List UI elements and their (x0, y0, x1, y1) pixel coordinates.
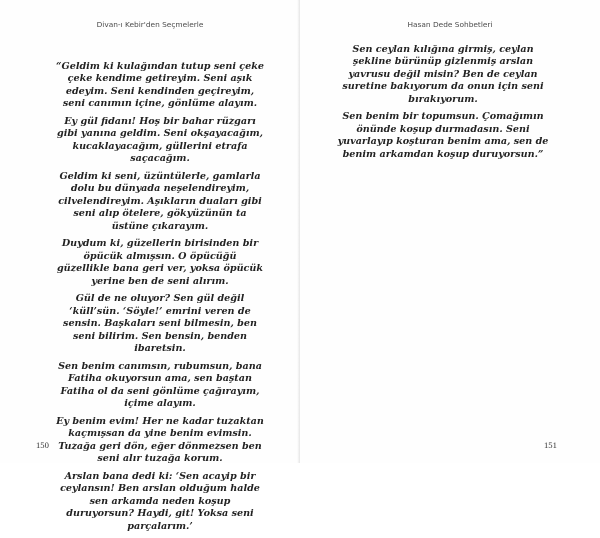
left-running-head: Divan-ı Kebir'den Seçmelerle (96, 20, 204, 29)
paragraph: Gül de ne oluyor? Sen gül değil ‘küll’sün. ‘Söyle!’ emrini veren de sensin. Başkaları seni bilmesin, ben seni bilirim. Sen bensin, benden ibaretsin. (63, 293, 257, 355)
paragraph: Sen benim canımsın, rubumsun, bana Fatiha okuyorsun ama, sen baştan Fatiha ol da seni gönlüme çağırayım, içime alayım. (58, 360, 262, 410)
right-body-text (334, 44, 552, 166)
right-page-number: 151 (544, 440, 557, 450)
right-page (300, 0, 600, 463)
paragraph: Geldim ki seni, üzüntülerle, gamlarla dolu bu dünyada neşelendireyim, cilvelendireyim. Aşıkların duaları gibi seni alıp ötelere, gökyüzünün ta üstüne çıkarayım. (58, 171, 262, 232)
paragraph: “Geldim ki kulağından tutup seni çeke çeke kendime getireyim. Seni aşık edeyim. Seni kendinden geçireyim, seni canımın içine, gönlüme alayım. (56, 61, 265, 110)
paragraph: Sen ceylan kılığına girmiş, ceylan şekline bürünüp gizlenmiş arslan yavrusu değil misin? Ben de ceylan suretine bakıyorum da onun için seni bırakıyorum. (342, 44, 544, 105)
paragraph: Ey gül fidanı! Hoş bir bahar rüzgarı gibi yanına geldim. Seni okşayacağım, kucaklayacağım, güllerini etrafa saçacağım. (57, 116, 263, 165)
paragraph: Ey benim evim! Her ne kadar tuzaktan kaçmışsan da yine benim evimsin. Tuzağa geri dön, eğer dönmezsen ben seni alır tuzağa korum. (56, 415, 264, 465)
left-body-text (56, 61, 264, 538)
left-page-number: 150 (36, 440, 49, 450)
right-running-head: Hasan Dede Sohbetleri (407, 20, 493, 29)
paragraph: Sen benim bir topumsun. Çomağımın önünde koşup durmadasın. Seni yuvarlayıp koşturan benim ama, sen de benim arkamdan koşup duruyorsun.” (337, 111, 549, 160)
paragraph: Duydum ki, güzellerin birisinden bir öpücük almışsın. O öpücüğü güzellikle bana geri ver, yoksa öpücük yerine ben de seni alırım. (56, 238, 264, 287)
left-page (0, 0, 300, 532)
paragraph: Arslan bana dedi ki: ‘Sen acayip bir ceylansın! Ben arslan olduğum halde sen arkamda neden koşup duruyorsun? Haydi, git! Yoksa seni parçalarım.’ (60, 470, 260, 532)
